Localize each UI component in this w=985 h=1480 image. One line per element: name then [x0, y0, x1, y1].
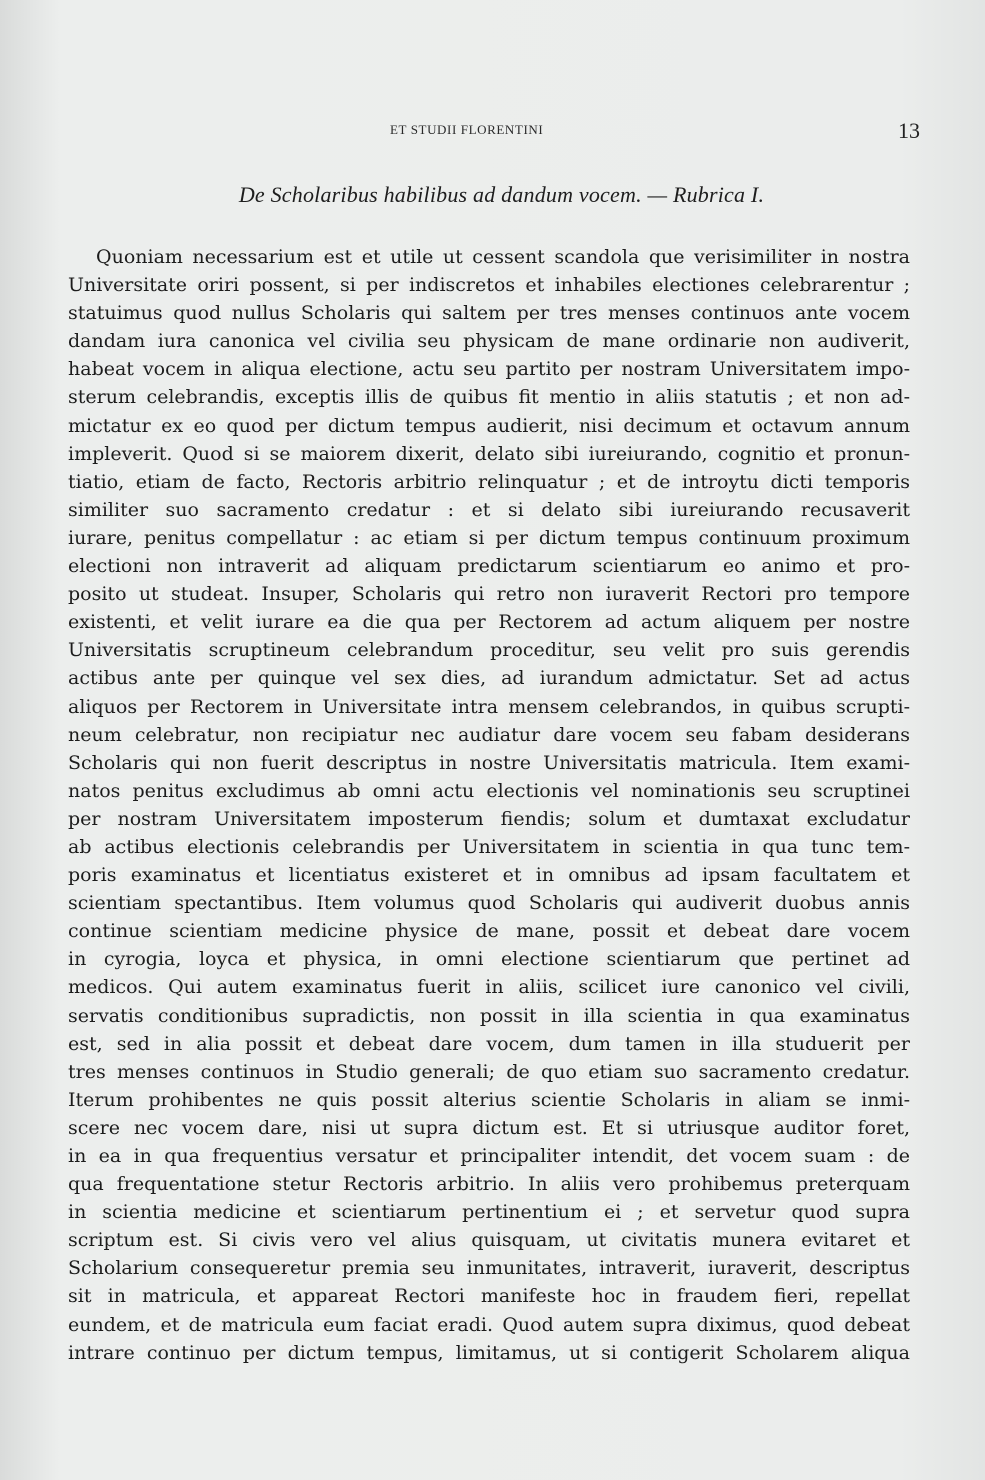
text-line: in scientia medicine et scientiarum pertinentium ei ; et servetur quod supra: [68, 1201, 910, 1224]
text-line: intrare continuo per dictum tempus, limitamus, ut si contigerit Scholarem aliqua: [68, 1341, 910, 1364]
text-line: Quoniam necessarium est et utile ut cessent scandola que verisimiliter in nostra: [96, 246, 910, 268]
text-line: dandam iura canonica vel civilia seu physicam de mane ordinarie non audiverit,: [68, 330, 910, 353]
text-line: Scholaris qui non fuerit descriptus in nostre Universitatis matricula. Item exami-: [68, 751, 910, 774]
text-line: existenti, et velit iurare ea die qua per Rectorem ad actum aliquem per nostre: [68, 611, 910, 634]
text-line: sterum celebrandis, exceptis illis de quibus fit mentio in aliis statutis ; et non ad-: [68, 386, 910, 409]
running-title: ET STUDII FLORENTINI: [390, 122, 544, 137]
text-line: electioni non intraverit ad aliquam predictarum scientiarum eo animo et pro-: [68, 555, 910, 578]
text-line: neum celebratur, non recipiatur nec audiatur dare vocem seu fabam desiderans: [68, 723, 910, 746]
text-line: tres menses continuos in Studio generali; de quo etiam suo sacramento credatur.: [68, 1060, 910, 1083]
text-line: poris examinatus et licentiatus existeret et in omnibus ad ipsam facultatem et: [68, 864, 910, 887]
statute-body-text: [68, 243, 910, 1367]
text-line: per nostram Universitatem imposterum fiendis; solum et dumtaxat excludatur: [68, 807, 910, 830]
text-line: Iterum prohibentes ne quis possit alterius scientie Scholaris in aliam se inmi-: [68, 1088, 910, 1111]
text-line: Scholarium consequeretur premia seu inmunitates, intraverit, iuraverit, descriptus: [68, 1257, 910, 1280]
page-header: [0, 118, 985, 148]
text-line: iurare, penitus compellatur : ac etiam si per dictum tempus continuum proximum: [68, 526, 910, 549]
text-line: Universitate oriri possent, si per indiscretos et inhabiles electiones celebrarentur ;: [68, 274, 910, 297]
text-line: actibus ante per quinque vel sex dies, ad iurandum admictatur. Set ad actus: [68, 667, 910, 690]
text-line: est, sed in alia possit et debeat dare vocem, dum tamen in illa studuerit per: [68, 1032, 910, 1055]
text-line: natos penitus excludimus ab omni actu electionis vel nominationis seu scruptinei: [68, 779, 910, 802]
text-line: aliquos per Rectorem in Universitate intra mensem celebrandos, in quibus scrupti-: [68, 695, 910, 718]
text-line: medicos. Qui autem examinatus fuerit in aliis, scilicet iure canonico vel civili,: [68, 976, 910, 999]
text-line: in ea in qua frequentius versatur et principaliter intendit, det vocem suam : de: [68, 1145, 910, 1167]
text-line: qua frequentatione stetur Rectoris arbitrio. In aliis vero prohibemus preterquam: [68, 1173, 910, 1196]
text-line: statuimus quod nullus Scholaris qui saltem per tres menses continuos ante vocem: [68, 302, 910, 325]
text-line: sit in matricula, et appareat Rectori manifeste hoc in fraudem fieri, repellat: [68, 1285, 910, 1308]
text-line: mictatur ex eo quod per dictum tempus audierit, nisi decimum et octavum annum: [68, 414, 910, 437]
page-number: 13: [898, 118, 920, 143]
text-line: ab actibus electionis celebrandis per Universitatem in scientia in qua tunc tem-: [68, 835, 910, 858]
text-line: continue scientiam medicine physice de mane, possit et debeat dare vocem: [68, 920, 910, 943]
text-line: impleverit. Quod si se maiorem dixerit, delato sibi iureiurando, cognitio et pronun-: [68, 442, 910, 465]
rubric-heading: De Scholaribus habilibus ad dandum vocem. — Rubrica I.: [238, 182, 765, 207]
text-line: posito ut studeat. Insuper, Scholaris qui retro non iuraverit Rectori pro tempore: [68, 583, 910, 606]
text-line: scientiam spectantibus. Item volumus quod Scholaris qui audiverit duobus annis: [68, 892, 910, 915]
text-line: scere nec vocem dare, nisi ut supra dictum est. Et si utriusque auditor foret,: [68, 1116, 910, 1139]
text-line: in cyrogia, loyca et physica, in omni electione scientiarum que pertinet ad: [68, 948, 910, 971]
text-line: habeat vocem in aliqua electione, actu seu partito per nostram Universitatem impo-: [68, 358, 910, 381]
text-line: tiatio, etiam de facto, Rectoris arbitrio relinquatur ; et de introytu dicti temporis: [68, 470, 910, 493]
text-line: eundem, et de matricula eum faciat eradi. Quod autem supra diximus, quod debeat: [68, 1313, 910, 1336]
text-line: scriptum est. Si civis vero vel alius quisquam, ut civitatis munera evitaret et: [68, 1229, 910, 1252]
text-line: Universitatis scruptineum celebrandum proceditur, seu velit pro suis gerendis: [68, 639, 910, 662]
text-line: similiter suo sacramento credatur : et si delato sibi iureiurando recusaverit: [68, 498, 910, 521]
text-line: servatis conditionibus supradictis, non possit in illa scientia in qua examinatus: [68, 1004, 910, 1027]
